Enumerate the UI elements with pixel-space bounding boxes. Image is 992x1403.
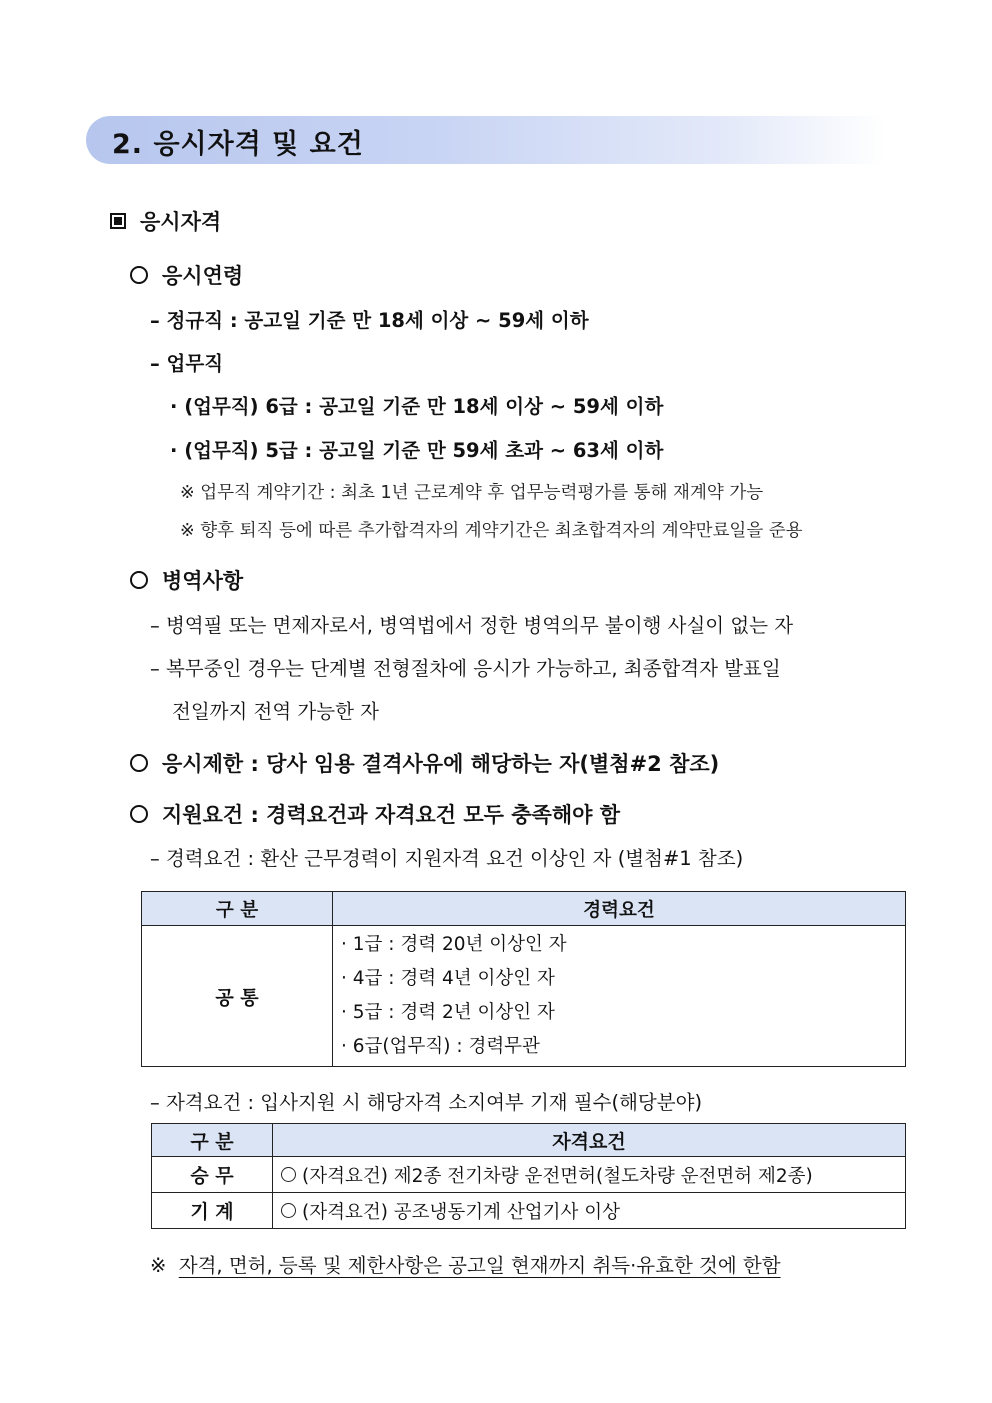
license-row-value-cell xyxy=(273,1157,906,1193)
age-heading-text: 응시연령 xyxy=(162,264,244,288)
license-row-value-cell xyxy=(273,1193,906,1229)
career-item: · 1급 : 경력 20년 이상인 자 xyxy=(341,934,567,955)
restriction-heading-text: 응시제한 : 당사 임용 결격사유에 해당하는 자(별첨#2 참조) xyxy=(162,752,720,776)
license-table-header-requirement: 자격요건 xyxy=(273,1124,906,1157)
filled-square-icon xyxy=(110,213,126,229)
career-requirement-text: 경력요건 : 환산 근무경력이 지원자격 요건 이상인 자 (별첨#1 참조) xyxy=(165,847,744,870)
circle-bullet-icon xyxy=(130,754,148,772)
military-line-1 xyxy=(150,610,793,638)
license-row-value: (자격요건) 제2종 전기차량 운전면허(철도차량 운전면허 제2종) xyxy=(302,1165,813,1187)
age-regular-text: 정규직 : 공고일 기준 만 18세 이상 ~ 59세 이하 xyxy=(166,309,589,332)
dash-bullet: – xyxy=(150,309,167,332)
career-item: · 5급 : 경력 2년 이상인 자 xyxy=(341,1002,555,1023)
career-table-header-category: 구 분 xyxy=(142,892,333,926)
dash-bullet: – xyxy=(150,657,166,680)
career-table-row-label: 공 통 xyxy=(142,926,333,1067)
eligibility-heading xyxy=(110,206,221,236)
age-heading xyxy=(130,260,243,290)
age-business-line xyxy=(150,348,223,376)
license-table-header-category: 구 분 xyxy=(152,1124,273,1157)
age-business-text: 업무직 xyxy=(166,352,224,375)
license-table xyxy=(151,1123,906,1229)
military-line-2-cont: 전일까지 전역 가능한 자 xyxy=(172,700,379,723)
license-row-label: 기 계 xyxy=(152,1193,273,1229)
restriction-heading xyxy=(130,748,719,778)
dash-bullet: – xyxy=(150,614,166,637)
circle-bullet-icon xyxy=(281,1167,296,1182)
career-table xyxy=(141,891,906,1067)
license-requirement-text: 자격요건 : 입사지원 시 해당자격 소지여부 기재 필수(해당분야) xyxy=(165,1091,703,1114)
dash-bullet: – xyxy=(150,847,166,870)
license-requirement-line xyxy=(150,1087,702,1115)
footnote-text: 자격, 면허, 등록 및 제한사항은 공고일 현재까지 취득·유효한 것에 한함 xyxy=(178,1254,781,1277)
career-requirement-line xyxy=(150,843,743,871)
military-line-2-text: 복무중인 경우는 단계별 전형절차에 응시가 가능하고, 최종합격자 발표일 xyxy=(165,657,781,680)
license-row-label: 승 무 xyxy=(152,1157,273,1193)
circle-bullet-icon xyxy=(130,266,148,284)
requirements-heading xyxy=(130,799,620,829)
age-regular-line xyxy=(150,305,589,333)
career-table-items xyxy=(333,926,906,1067)
circle-bullet-icon xyxy=(130,805,148,823)
eligibility-heading-text: 응시자격 xyxy=(140,210,222,234)
dash-bullet: – xyxy=(150,1091,166,1114)
military-heading-text: 병역사항 xyxy=(162,569,244,593)
military-heading xyxy=(130,565,243,595)
career-table-header-requirement: 경력요건 xyxy=(333,892,906,926)
age-grade6-line: · (업무직) 6급 : 공고일 기준 만 18세 이상 ~ 59세 이하 xyxy=(170,395,664,418)
age-note-1: ※ 업무직 계약기간 : 최초 1년 근로계약 후 업무능력평가를 통해 재계약 가능 xyxy=(180,483,764,503)
section-title: 2. 응시자격 및 요건 xyxy=(112,129,364,160)
age-note-2: ※ 향후 퇴직 등에 따른 추가합격자의 계약기간은 최초합격자의 계약만료일을 준용 xyxy=(180,521,803,541)
dash-bullet: – xyxy=(150,352,167,375)
military-line-2 xyxy=(150,653,781,681)
circle-bullet-icon xyxy=(281,1203,296,1218)
footnote-mark: ※ xyxy=(150,1254,167,1277)
footnote xyxy=(150,1250,781,1278)
career-item: · 6급(업무직) : 경력무관 xyxy=(341,1036,540,1057)
career-item: · 4급 : 경력 4년 이상인 자 xyxy=(341,968,555,989)
age-grade5-line: · (업무직) 5급 : 공고일 기준 만 59세 초과 ~ 63세 이하 xyxy=(170,439,664,462)
requirements-heading-text: 지원요건 : 경력요건과 자격요건 모두 충족해야 함 xyxy=(162,803,620,827)
license-row-value: (자격요건) 공조냉동기계 산업기사 이상 xyxy=(302,1201,621,1223)
military-line-1-text: 병역필 또는 면제자로서, 병역법에서 정한 병역의무 불이행 사실이 없는 자 xyxy=(165,614,794,637)
circle-bullet-icon xyxy=(130,571,148,589)
